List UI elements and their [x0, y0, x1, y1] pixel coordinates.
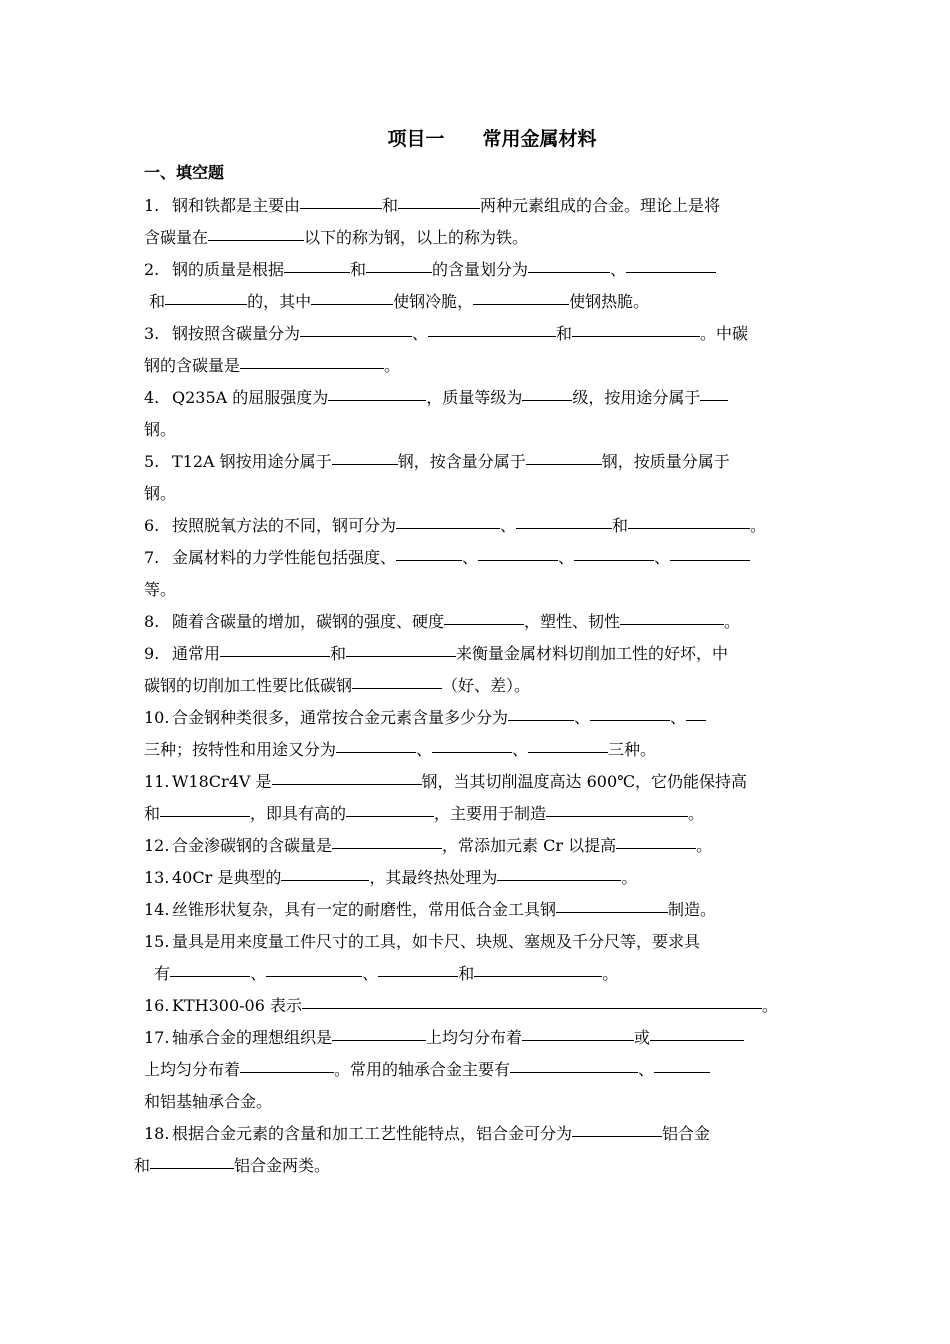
- question-16: [144, 990, 820, 1022]
- answer-blank[interactable]: [700, 399, 728, 401]
- question-text: 使钢热脆。: [569, 292, 650, 311]
- question-text: 、: [654, 548, 671, 567]
- question-text: 以下的称为钢，以上的称为铁。: [304, 228, 529, 247]
- answer-blank[interactable]: [332, 463, 398, 465]
- question-3: [144, 318, 820, 382]
- question-text: 、: [574, 708, 591, 727]
- question-text: 或: [634, 1028, 651, 1047]
- question-text: 40Cr 是典型的: [172, 868, 282, 887]
- answer-blank[interactable]: [328, 399, 426, 401]
- question-text: 合金渗碳钢的含碳量是: [172, 836, 333, 855]
- page-title: 项目一 常用金属材料: [387, 128, 597, 150]
- question-text: 两种元素组成的合金。理论上是将: [480, 196, 721, 215]
- question-text: 、: [362, 964, 379, 983]
- question-text: 钢，按含量分属于: [397, 452, 526, 471]
- question-7: [144, 542, 820, 606]
- answer-blank[interactable]: [473, 303, 569, 305]
- question-text: 量具是用来度量工件尺寸的工具，如卡尺、块规、塞规及千分尺等，要求具: [172, 932, 701, 951]
- answer-blank[interactable]: [556, 911, 668, 913]
- question-text: 钢按照含碳量分为: [172, 324, 301, 343]
- question-text: 。: [688, 804, 705, 823]
- question-number: 13.: [144, 868, 170, 887]
- answer-blank[interactable]: [528, 751, 608, 753]
- question-text: 。中碳: [700, 324, 749, 343]
- answer-blank[interactable]: [522, 399, 572, 401]
- question-text: ，主要用于制造: [434, 804, 547, 823]
- question-text: 。: [750, 516, 767, 535]
- question-number: 5.: [144, 452, 160, 471]
- question-number: 7.: [144, 548, 160, 567]
- question-text: 和: [350, 260, 367, 279]
- question-9: [144, 638, 820, 702]
- question-number: 9.: [144, 644, 160, 663]
- question-number: 1.: [144, 196, 160, 215]
- answer-blank[interactable]: [346, 815, 434, 817]
- question-text: 制造。: [668, 900, 717, 919]
- question-text: 等。: [144, 580, 177, 599]
- answer-blank[interactable]: [546, 815, 688, 817]
- question-10: [144, 702, 820, 766]
- answer-blank[interactable]: [497, 879, 621, 881]
- question-text: 含碳量在: [144, 228, 209, 247]
- question-text: 的含量划分为: [432, 260, 529, 279]
- answer-blank[interactable]: [650, 1039, 744, 1041]
- answer-blank[interactable]: [510, 1071, 638, 1073]
- question-text: 的，其中: [247, 292, 312, 311]
- question-text: ，质量等级为: [426, 388, 523, 407]
- answer-blank[interactable]: [444, 623, 524, 625]
- question-text: 铝合金两类。: [234, 1156, 331, 1175]
- answer-blank[interactable]: [428, 335, 556, 337]
- question-text: 。: [602, 964, 619, 983]
- question-number: 18.: [144, 1124, 170, 1143]
- question-text: 使钢冷脆，: [393, 292, 474, 311]
- answer-blank[interactable]: [352, 687, 442, 689]
- question-text: 。: [724, 612, 741, 631]
- answer-blank[interactable]: [616, 847, 696, 849]
- question-text: 三种；按特性和用途又分为: [144, 740, 337, 759]
- question-text: 和: [149, 292, 166, 311]
- answer-blank[interactable]: [432, 751, 512, 753]
- question-number: 3.: [144, 324, 160, 343]
- question-text: 。: [696, 836, 713, 855]
- question-text: 随着含碳量的增加，碳钢的强度、硬度: [172, 612, 445, 631]
- question-text: KTH300-06 表示: [172, 996, 302, 1015]
- question-number: 4.: [144, 388, 160, 407]
- answer-blank[interactable]: [150, 1167, 234, 1169]
- answer-blank[interactable]: [478, 559, 558, 561]
- question-text: 和: [612, 516, 629, 535]
- question-number: 2.: [144, 260, 160, 279]
- answer-blank[interactable]: [281, 879, 369, 881]
- question-2: [144, 254, 820, 318]
- answer-blank[interactable]: [620, 623, 724, 625]
- answer-blank[interactable]: [574, 559, 654, 561]
- answer-blank[interactable]: [508, 719, 574, 721]
- question-8: [144, 606, 820, 638]
- question-text: 和铝基轴承合金。: [144, 1092, 273, 1111]
- question-text: 上均匀分布着: [426, 1028, 523, 1047]
- question-text: 、: [250, 964, 267, 983]
- question-text: 、: [462, 548, 479, 567]
- question-text: 通常用: [172, 644, 221, 663]
- question-text: T12A 钢按用途分属于: [172, 452, 332, 471]
- question-text: 钢。: [144, 420, 177, 439]
- answer-blank[interactable]: [300, 207, 382, 209]
- question-1: [144, 190, 820, 254]
- question-17: [144, 1022, 820, 1118]
- answer-blank[interactable]: [332, 1039, 426, 1041]
- question-text: 、: [638, 1060, 655, 1079]
- question-text: W18Cr4V 是: [172, 772, 272, 791]
- question-number: 10.: [144, 708, 170, 727]
- question-number: 8.: [144, 612, 160, 631]
- question-text: ，常添加元素 Cr 以提高: [442, 836, 617, 855]
- question-text: 有: [154, 964, 171, 983]
- question-text: 钢和铁都是主要由: [172, 196, 301, 215]
- answer-blank[interactable]: [626, 271, 716, 273]
- question-text: 上均匀分布着: [144, 1060, 241, 1079]
- answer-blank[interactable]: [522, 1039, 634, 1041]
- question-text: 轴承合金的理想组织是: [172, 1028, 333, 1047]
- answer-blank[interactable]: [300, 335, 412, 337]
- answer-blank[interactable]: [302, 1007, 762, 1009]
- answer-blank[interactable]: [208, 239, 304, 241]
- question-text: 。常用的轴承合金主要有: [334, 1060, 511, 1079]
- question-text: 和: [134, 1156, 151, 1175]
- question-text: 和: [330, 644, 347, 663]
- question-number: 6.: [144, 516, 160, 535]
- answer-blank[interactable]: [170, 975, 250, 977]
- question-text: 合金钢种类很多，通常按合金元素含量多少分为: [172, 708, 509, 727]
- answer-blank[interactable]: [398, 207, 480, 209]
- answer-blank[interactable]: [474, 975, 602, 977]
- question-text: ，其最终热处理为: [369, 868, 498, 887]
- question-14: [144, 894, 820, 926]
- question-6: [144, 510, 820, 542]
- question-text: 。: [384, 356, 401, 375]
- answer-blank[interactable]: [332, 847, 442, 849]
- question-number: 15.: [144, 932, 170, 951]
- question-text: 钢，当其切削温度高达 600℃，它仍能保持高: [421, 772, 748, 791]
- question-text: 、: [670, 708, 687, 727]
- question-text: 级，按用途分属于: [572, 388, 701, 407]
- answer-blank[interactable]: [284, 271, 350, 273]
- question-text: 钢的质量是根据: [172, 260, 285, 279]
- question-text: ，即具有高的: [250, 804, 347, 823]
- question-number: 11.: [144, 772, 170, 791]
- question-text: 、: [412, 324, 429, 343]
- answer-blank[interactable]: [528, 271, 610, 273]
- question-number: 14.: [144, 900, 170, 919]
- question-text: 铝合金: [662, 1124, 711, 1143]
- question-text: 来衡量金属材料切削加工性的好坏，中: [456, 644, 729, 663]
- answer-blank[interactable]: [628, 527, 750, 529]
- question-text: 丝锥形状复杂，具有一定的耐磨性，常用低合金工具钢: [172, 900, 557, 919]
- question-text: 按照脱氧方法的不同，钢可分为: [172, 516, 397, 535]
- question-text: 金属材料的力学性能包括强度、: [172, 548, 397, 567]
- question-text: 碳钢的切削加工性要比低碳钢: [144, 676, 353, 695]
- question-15: [144, 926, 820, 990]
- answer-blank[interactable]: [378, 975, 458, 977]
- answer-blank[interactable]: [366, 271, 432, 273]
- answer-blank[interactable]: [240, 1071, 334, 1073]
- answer-blank[interactable]: [572, 1135, 662, 1137]
- answer-blank[interactable]: [266, 975, 362, 977]
- answer-blank[interactable]: [516, 527, 612, 529]
- question-5: [144, 446, 820, 510]
- question-text: 和: [458, 964, 475, 983]
- question-text: Q235A 的屈服强度为: [172, 388, 329, 407]
- question-number: 17.: [144, 1028, 170, 1047]
- answer-blank[interactable]: [572, 335, 700, 337]
- question-text: 根据合金元素的含量和加工工艺性能特点，铝合金可分为: [172, 1124, 573, 1143]
- question-text: 、: [610, 260, 627, 279]
- question-text: 钢。: [144, 484, 177, 503]
- answer-blank[interactable]: [396, 559, 462, 561]
- section-heading: 一、填空题: [144, 163, 225, 182]
- answer-blank[interactable]: [346, 655, 456, 657]
- answer-blank[interactable]: [396, 527, 500, 529]
- answer-blank[interactable]: [686, 719, 706, 721]
- answer-blank[interactable]: [272, 783, 422, 785]
- answer-blank[interactable]: [670, 559, 750, 561]
- question-text: 钢的含碳量是: [144, 356, 241, 375]
- question-4: [144, 382, 820, 446]
- question-number: 16.: [144, 996, 170, 1015]
- question-text: 钢，按质量分属于: [601, 452, 730, 471]
- answer-blank[interactable]: [336, 751, 416, 753]
- answer-blank[interactable]: [160, 815, 250, 817]
- question-18: [134, 1118, 820, 1182]
- answer-blank[interactable]: [526, 463, 602, 465]
- answer-blank[interactable]: [590, 719, 670, 721]
- question-text: 、: [558, 548, 575, 567]
- question-text: 、: [500, 516, 517, 535]
- question-12: [144, 830, 820, 862]
- question-text: 。: [621, 868, 638, 887]
- question-text: 和: [144, 804, 161, 823]
- question-text: （好、差）。: [442, 676, 531, 695]
- question-number: 12.: [144, 836, 170, 855]
- question-11: [144, 766, 820, 830]
- question-text: ，塑性、韧性: [524, 612, 621, 631]
- question-text: 。: [761, 996, 778, 1015]
- question-text: 和: [382, 196, 399, 215]
- question-text: 和: [556, 324, 573, 343]
- answer-blank[interactable]: [240, 367, 384, 369]
- answer-blank[interactable]: [654, 1071, 710, 1073]
- question-text: 、: [416, 740, 433, 759]
- answer-blank[interactable]: [165, 303, 247, 305]
- question-13: [144, 862, 820, 894]
- question-text: 、: [512, 740, 529, 759]
- answer-blank[interactable]: [311, 303, 393, 305]
- question-text: 三种。: [608, 740, 657, 759]
- answer-blank[interactable]: [220, 655, 330, 657]
